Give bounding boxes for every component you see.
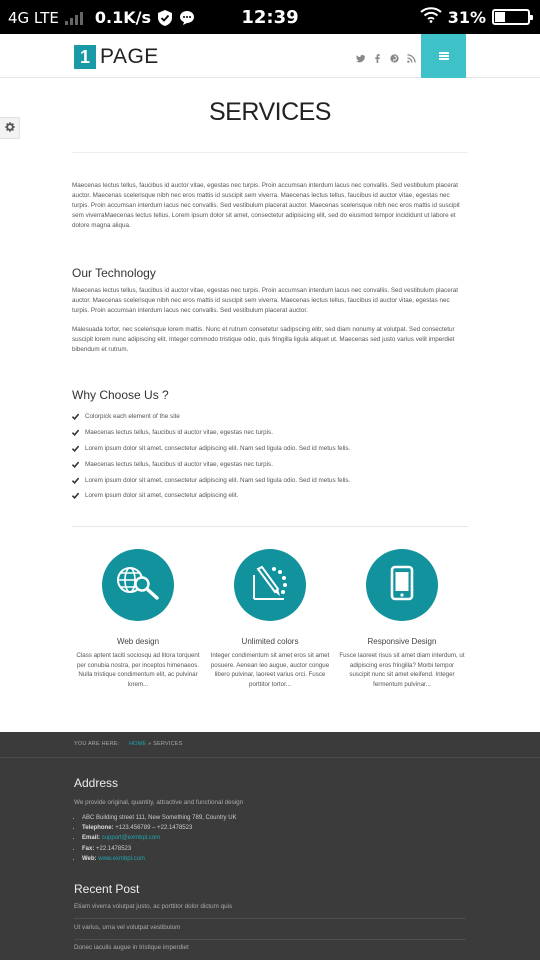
web-label: Web: <box>82 855 97 862</box>
contact-web <box>82 854 237 864</box>
why-heading: Why Choose Us ? <box>72 388 169 402</box>
feature-circle[interactable] <box>234 549 306 621</box>
breadcrumb-current: » SERVICES <box>148 741 183 747</box>
feature-text: Class aptent taciti sociosqu ad litora torquent per conubia nostra, per inceptos himenaeos. Nulla tristique condimentum elit, ac pulvinar lorem... <box>76 652 200 689</box>
check-icon <box>72 477 79 484</box>
network-speed: 0.1K/s <box>94 8 151 27</box>
feature-title: Unlimited colors <box>241 637 299 646</box>
signal-icon <box>65 11 83 25</box>
street-text: ABC Building street 111, New Something 789, Country UK <box>82 815 237 821</box>
status-left <box>8 8 195 27</box>
site-footer <box>0 732 540 960</box>
clock: 12:39 <box>241 7 299 28</box>
battery-icon <box>492 9 530 25</box>
globe-search-icon <box>114 563 162 608</box>
network-type: 4G LTE <box>8 8 59 27</box>
chat-bubble-icon <box>179 10 195 26</box>
recent-post-link[interactable]: Ut varius, urna vel volutpat vestibulum <box>74 924 466 940</box>
hamburger-icon <box>439 52 449 60</box>
mobile-device-icon <box>390 565 414 606</box>
list-item-text: Lorem ipsum dolor sit amet, consectetur adipiscing elit. Nam sed ligula odio. Sed id metus felis. <box>85 444 351 452</box>
technology-paragraph-1: Maecenas lectus tellus, faucibus id auctor vitae, egestas nec turpis. Proin accumsan interdum lacus nec convallis. Sed vestibulum placerat auctor. Maecenas scelerisque nibh nec eros mattis id suscipit sem viverra. Maecenas lectus tellus, faucibus id auctor vitae, egestas nec turpis. Proin accumsan interdum lacus nec convallis. Sed vestibulum placerat auctor. <box>72 287 459 314</box>
web-link[interactable]: www.exmbpl.com <box>98 855 145 862</box>
status-bar <box>0 0 540 34</box>
recent-post-link[interactable]: Donec iaculis augue in tristique imperdiet <box>74 944 189 951</box>
logo-mark: 1 <box>74 45 96 69</box>
address-description: We provide original, quantity, attractive and functional design <box>74 799 244 806</box>
logo-word: PAGE <box>100 45 159 68</box>
contact-fax <box>82 844 237 854</box>
feature-responsive-design <box>336 549 468 690</box>
feature-circle[interactable] <box>102 549 174 621</box>
email-label: Email: <box>82 835 101 842</box>
check-icon <box>72 492 79 499</box>
page-title: SERVICES <box>209 98 331 126</box>
technology-paragraph-2: Malesuada tortor, nec scelerisque lorem mattis. Nunc et rutrum consetetur sadipscing elitr, sed diam nonumy at volutpat. Sed consectetur suscipit lorem nunc adipiscing elit. Integer commodo tristique odio, quis fringilla ligula aliquet ut. Maecenas sed justo varius velit imperdiet bibendum et rutrum. <box>72 326 455 353</box>
pinterest-icon[interactable] <box>390 50 399 59</box>
recent-post-heading: Recent Post <box>74 882 140 896</box>
status-right <box>420 7 530 27</box>
check-icon <box>72 413 79 420</box>
intro-paragraph: Maecenas lectus tellus, faucibus id auctor vitae, egestas nec turpis. Proin accumsan interdum lacus nec convallis. Sed vestibulum placerat auctor. Maecenas scelerisque nibh nec eros mattis id suscipit sem viverra. Maecenas lectus tellus, faucibus id auctor vitae, egestas nec turpis. Proin accumsan interdum lacus nec convallis. Sed vestibulum placerat auctor. Maecenas scelerisque nibh nec eros mattis id suscipit sem viverraMaecenas lectus tellus. Lorem ipsum dolor sit amet, consectetur adipisicing elit, sed do eiusmod tempor incididunt ut labore et dolore magna aliqua. <box>72 182 460 229</box>
contact-email <box>82 833 237 843</box>
list-item-text: Maecenas lectus tellus, faucibus id auctor vitae, egestas nec turpis. <box>85 460 273 468</box>
breadcrumb-label: YOU ARE HERE: <box>74 741 120 747</box>
list-item-text: Colorpick each element of the site <box>85 413 180 421</box>
wifi-icon <box>420 7 442 27</box>
email-link[interactable]: support@exmbpl.com <box>101 835 161 842</box>
social-links <box>356 50 416 59</box>
list-item <box>72 425 350 441</box>
feature-web-design <box>72 549 204 690</box>
shield-icon <box>157 10 173 26</box>
list-item-text: Lorem ipsum dolor sit amet, consectetur adipiscing elit. Nam sed ligula odio. Sed id metus felis. <box>85 476 351 484</box>
list-item-text: Lorem ipsum dolor sit amet, consectetur adipiscing elit. <box>85 492 239 500</box>
list-item <box>72 409 350 425</box>
fax-value: +22.1478523 <box>96 845 132 852</box>
twitter-icon[interactable] <box>356 50 365 59</box>
fax-label: Fax: <box>82 845 95 852</box>
contact-street <box>82 813 237 823</box>
list-item <box>72 488 350 504</box>
benefits-list <box>72 409 350 504</box>
battery-fill <box>495 12 505 22</box>
recent-post-link[interactable]: Etiam viverra volutpat justo, ac porttitor dolor dictum quis <box>74 903 466 919</box>
feature-text: Fusce laoreet risus sit amet diam interdum, ut adipiscing eros fringilla? Morbi tempor suscipit nunc sit amet eleifend. Integer fermentum pulvinar... <box>339 652 465 689</box>
list-item <box>72 456 350 472</box>
check-icon <box>72 445 79 452</box>
divider <box>72 152 468 153</box>
divider <box>72 526 468 527</box>
menu-button[interactable] <box>421 34 466 78</box>
contact-telephone <box>82 823 237 833</box>
check-icon <box>72 461 79 468</box>
color-palette-icon <box>250 563 290 608</box>
feature-circle[interactable] <box>366 549 438 621</box>
list-item-text: Maecenas lectus tellus, faucibus id auctor vitae, egestas nec turpis. <box>85 429 273 437</box>
telephone-value: +123.456789 – +22.1478523 <box>115 825 193 832</box>
divider <box>0 757 540 758</box>
rss-icon[interactable] <box>407 50 416 59</box>
list-item <box>72 472 350 488</box>
battery-percent: 31% <box>447 7 486 27</box>
feature-text: Integer condimentum sit amet eros sit amet posuere. Aenean leo augue, auctor congue libero pulvinar, laoreet varius orci. Fusce porttitor tortor... <box>210 652 330 689</box>
feature-unlimited-colors <box>204 549 336 690</box>
technology-heading: Our Technology <box>72 266 156 280</box>
feature-title: Web design <box>116 637 160 646</box>
telephone-label: Telephone: <box>82 825 114 832</box>
feature-title: Responsive Design <box>367 637 437 646</box>
address-heading: Address <box>74 776 119 790</box>
contact-list <box>82 813 237 864</box>
check-icon <box>72 429 79 436</box>
site-header <box>0 34 540 78</box>
breadcrumb-home-link[interactable]: HOME <box>129 741 147 747</box>
breadcrumb <box>74 741 182 747</box>
facebook-icon[interactable] <box>373 50 382 59</box>
list-item <box>72 441 350 457</box>
site-logo[interactable] <box>74 45 159 69</box>
